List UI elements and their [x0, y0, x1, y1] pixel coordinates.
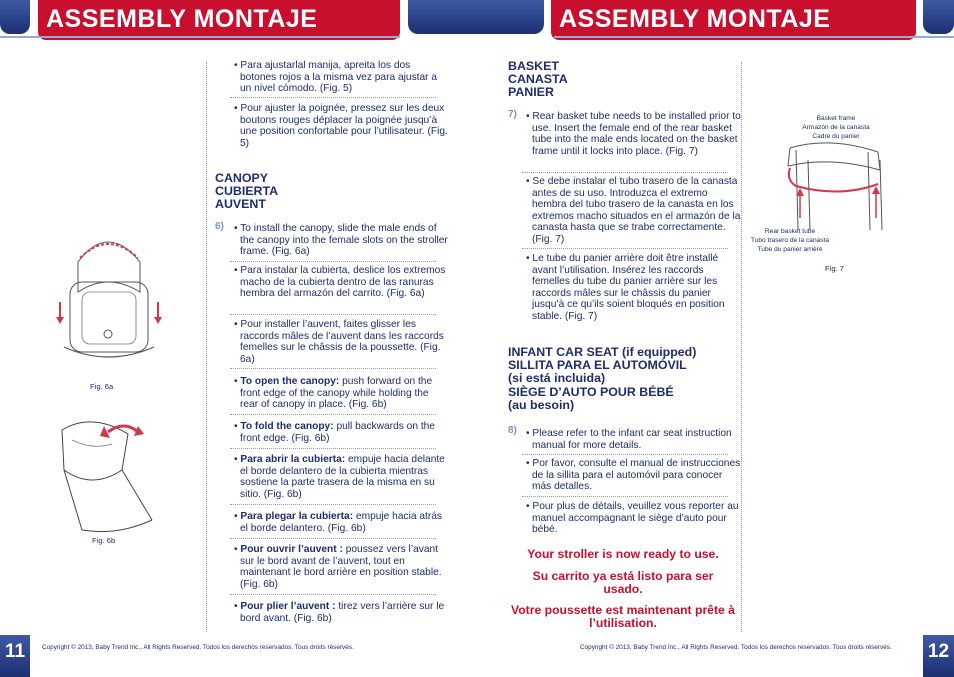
step-number-6: 6)	[215, 221, 224, 232]
fig7-rear-tube-en: Rear basket tube	[764, 228, 816, 235]
canopy-fold-fr: • Pour plier l’auvent : tirez vers l’arrière sur le bord avant. (Fig. 6b)	[234, 601, 445, 624]
canopy-fold-en: • To fold the canopy: pull backwards on the front edge. (Fig. 6b)	[234, 421, 435, 444]
ready-message-fr: Votre poussette est maintenant prête à l’utilisation.	[511, 603, 735, 630]
fig7-basket-tube-illustration	[760, 140, 894, 232]
divider	[522, 454, 728, 455]
canopy-heading	[215, 172, 278, 212]
page-number-left: 11	[0, 635, 30, 677]
fig7-rear-tube-es: Tubo trasero de la canasta	[750, 237, 830, 244]
ready-message-es: Su carrito ya está listo para ser usado.	[532, 569, 714, 596]
car-seat-instruction-en: • Please refer to the infant car seat instruction manual for more details.	[526, 428, 732, 451]
canopy-install-es: • Para instalar la cubierta, deslice los extremos macho de la cubierta dentro de las ranuras hembra del armazón del carrito. (Fig. 6a)	[234, 265, 446, 300]
divider	[230, 261, 436, 262]
basket-instruction-es: • Se debe instalar el tubo trasero de la canasta antes de su uso. Introduzca el extremo hembra del tubo trasero de la canasta en los extremos macho situados en el armazón de la canasta hasta que se trabe correctamente. (Fig. 7)	[526, 176, 741, 245]
fig7-basket-frame-en: Basket frame	[816, 115, 856, 122]
canopy-heading-en: CANOPY	[215, 171, 269, 185]
canopy-fold-fr-text: tirez vers l’arrière sur le bord avant. (Fig. 6b)	[240, 601, 445, 624]
column-divider-left	[206, 62, 207, 632]
fig7-caption: Fig. 7	[825, 264, 844, 273]
car-seat-heading-en: INFANT CAR SEAT (if equipped)	[508, 345, 697, 359]
step-number-7: 7)	[508, 109, 517, 120]
canopy-open-es-text: empuje hacia delante el borde delantero de la cubierta mientras sostiene la parte trasera de la misma en su sitio. (Fig. 6b)	[240, 454, 445, 500]
page-title-right: ASSEMBLY MONTAJE ASSEMBLEE	[551, 0, 916, 40]
canopy-open-en-label: To open the canopy:	[240, 376, 340, 387]
car-seat-instruction-es: • Por favor, consulte el manual de instrucciones de la sillita para el automóvil para conocer más detalles.	[526, 458, 741, 493]
canopy-fold-es-label: Para plegar la cubierta:	[240, 511, 354, 522]
canopy-fold-es: • Para plegar la cubierta: empuje hacia atrás el borde delantero. (Fig. 6b)	[234, 511, 443, 534]
canopy-open-fr: • Pour ouvrir l’auvent : poussez vers l’avant sur le bord avant de l’auvent, tout en maintenant le bord arrière en position stable. (Fig. 6b)	[234, 544, 442, 590]
divider	[522, 496, 728, 497]
copyright-left: Copyright © 2013, Baby Trend Inc., All Rights Reserved. Todos los derechos reservados. Tous droits réservés.	[42, 644, 354, 651]
canopy-install-fr: • Pour installer l’auvent, faites glisser les raccords mâles de l’auvent dans les raccords femelles sur le châssis de la poussette. (Fig. 6a)	[234, 319, 444, 365]
canopy-open-es-label: Para abrir la cubierta:	[240, 454, 346, 465]
divider	[230, 314, 436, 315]
basket-heading-es: CANASTA	[508, 72, 568, 87]
car-seat-instruction-fr: • Pour plus de détails, veuillez vous reporter au manuel accompagnant le siège d’auto pour bébé.	[526, 501, 739, 536]
canopy-open-fr-label: Pour ouvrir l’auvent :	[240, 544, 343, 555]
step-number-8: 8)	[508, 425, 517, 436]
header-rule-right	[554, 36, 954, 38]
fig7-basket-frame-es: Armazón de la canasta	[802, 124, 870, 131]
header-tab-right	[923, 0, 954, 34]
fig6b-caption: Fig. 6b	[92, 536, 116, 545]
canopy-heading-fr: AUVENT	[215, 197, 266, 212]
fig7-basket-frame-fr: Cadre du panier	[812, 133, 860, 140]
divider	[230, 97, 436, 98]
canopy-open-fr-text: poussez vers l’avant sur le bord avant de l’auvent, tout en maintenant le bord arrière en position stable. (Fig. 6b)	[240, 544, 442, 590]
fig7-rear-tube-label	[740, 227, 840, 254]
fig7-rear-tube-fr: Tube du panier arrière	[757, 246, 823, 253]
canopy-fold-en-label: To fold the canopy:	[240, 421, 334, 432]
page-title-left: ASSEMBLY MONTAJE ASSEMBLEE	[38, 0, 400, 40]
divider	[522, 172, 728, 173]
divider	[522, 248, 728, 249]
car-seat-heading-fr: SIÈGE D’AUTO POUR BÉBÉ	[508, 384, 674, 399]
fig7-basket-frame-label	[786, 114, 886, 141]
car-seat-heading-fr-note: (au besoin)	[508, 397, 575, 412]
copyright-right: Copyright © 2013, Baby Trend Inc., All Rights Reserved. Todos los derechos reservados. Tous droits réservés.	[580, 644, 892, 651]
car-seat-heading	[508, 346, 696, 412]
divider	[230, 594, 436, 595]
basket-heading-fr: PANIER	[508, 85, 554, 100]
canopy-install-en: • To install the canopy, slide the male ends of the canopy into the female slots on the stroller frame. (Fig. 6a)	[234, 223, 448, 258]
fig6b-canopy-fold-illustration	[52, 410, 170, 538]
divider	[230, 504, 436, 505]
page-number-right: 12	[923, 635, 954, 677]
canopy-fold-en-text: pull backwards on the front edge. (Fig. 6b)	[240, 421, 435, 444]
divider	[230, 414, 436, 415]
header-rule-left	[0, 36, 400, 38]
fig6a-canopy-install-illustration	[50, 222, 168, 384]
basket-heading	[508, 60, 568, 100]
car-seat-heading-es-note: (si está incluida)	[508, 371, 606, 386]
canopy-open-en: • To open the canopy: push forward on the front edge of the canopy while holding the rear of canopy in place. (Fig. 6b)	[234, 376, 433, 411]
handle-instruction-es: • Para ajustarlal manija, apreita los dos botones rojos a la misma vez para ajustar a un nivel cómodo. (Fig. 5)	[234, 60, 438, 95]
canopy-fold-fr-label: Pour plier l’auvent :	[240, 601, 336, 612]
basket-instruction-en: • Rear basket tube needs to be installed prior to use. Insert the female end of the rear basket tube into the male ends located on the basket frame until it locks into place. (Fig. 7)	[526, 111, 741, 157]
car-seat-heading-es: SILLITA PARA EL AUTOMÓVIL	[508, 358, 687, 373]
fig6a-caption: Fig. 6a	[90, 382, 114, 391]
handle-instruction-fr: • Pour ajuster la poignée, pressez sur les deux boutons rouges déplacer la poignée jusqu’à une position confortable pour l’utilisateur. (Fig. 5)	[234, 103, 448, 149]
canopy-heading-es: CUBIERTA	[215, 184, 279, 199]
divider	[230, 448, 436, 449]
canopy-fold-es-text: empuje hacia atrás el borde delantero. (Fig. 6b)	[240, 511, 443, 534]
divider	[230, 368, 436, 369]
header-tab-left	[0, 0, 30, 34]
header-tab-center-left	[408, 0, 544, 34]
canopy-open-en-text: push forward on the front edge of the canopy while holding the rear of canopy in place. (Fig. 6b)	[240, 376, 433, 411]
canopy-open-es: • Para abrir la cubierta: empuje hacia delante el borde delantero de la cubierta mientras sostiene la parte trasera de la misma en su sitio. (Fig. 6b)	[234, 454, 445, 500]
divider	[230, 538, 436, 539]
ready-message-en: Your stroller is now ready to use.	[527, 547, 719, 561]
basket-heading-en: BASKET	[508, 59, 559, 73]
basket-instruction-fr: • Le tube du panier arrière doit être installé avant l’utilisation. Insérez les raccords femelles du tube du panier arrière sur les raccords mâles sur le châssis du panier jusqu’à ce qu’ils soient bloqués en position stable. (Fig. 7)	[526, 253, 725, 322]
